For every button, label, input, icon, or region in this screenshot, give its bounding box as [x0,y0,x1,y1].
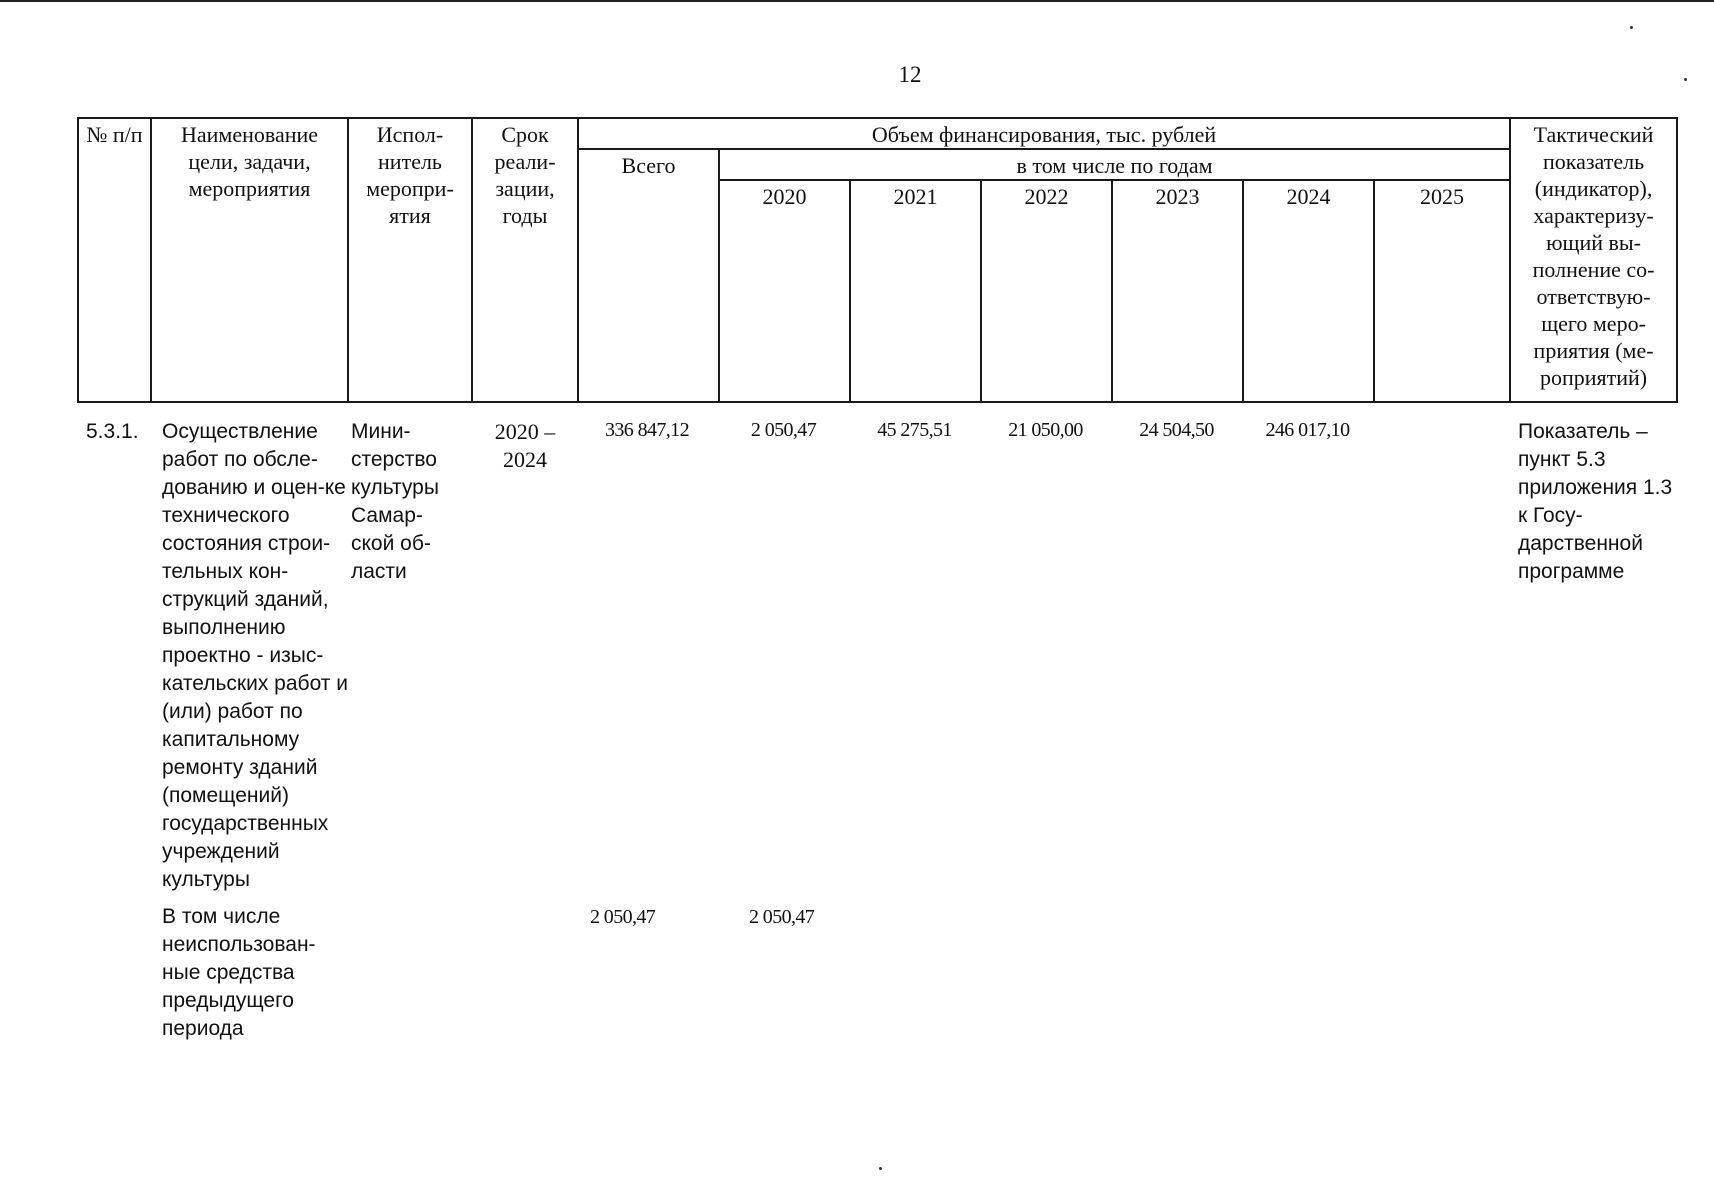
row-executor: Мини-стерство культуры Самар-ской об-ласти [351,420,439,583]
header-year-2020: 2020 [719,180,850,402]
row-term: 2020 – 2024 [494,419,556,472]
page-number: 12 [898,62,922,87]
scan-speck [1630,26,1633,29]
top-border-line [0,0,1714,2]
row-2022: 21 050,00 [1008,419,1083,441]
header-year-2025: 2025 [1374,180,1510,402]
subrow-2020: 2 050,47 [749,906,815,928]
header-year-2022: 2022 [981,180,1112,402]
header-term: Срок реали-зации, годы [472,118,578,402]
header-funding: Объем финансирования, тыс. рублей [578,118,1510,149]
header-name: Наименование цели, задачи, мероприятия [151,118,348,402]
row-2023: 24 504,50 [1139,419,1214,441]
header-year-2023: 2023 [1112,180,1243,402]
header-year-2021: 2021 [850,180,981,402]
row-indicator: Показатель – пункт 5.3 приложения 1.3 к Госу-дарственной программе [1518,420,1673,583]
header-indicator: Тактический показатель (индикатор), характеризу-ющий вы-полнение со-ответствую-щего меро-приятия (ме-роприятий) [1510,118,1677,402]
row-2021: 45 275,51 [877,419,952,441]
row-2024: 246 017,10 [1265,419,1350,441]
subrow-name: В том числе неиспользован-ные средства предыдущего периода [162,905,316,1040]
scan-speck [879,1167,882,1170]
header-by-years: в том числе по годам [719,149,1510,180]
scan-speck [1684,78,1687,81]
row-2020: 2 050,47 [750,419,817,441]
row-total: 336 847,12 [604,419,689,441]
row-number: 5.3.1. [86,420,139,443]
row-name: Осуществление работ по обсле-дованию и оцен-ке технического состояния строи-тельных кон-струкций зданий, выполнению проектно - изыс-кательских работ и (или) работ по капитальному ремонту зданий (помещений) государственных учреждений культуры [162,420,348,891]
header-year-2024: 2024 [1243,180,1374,402]
header-executor: Испол-нитель меропри-ятия [348,118,472,402]
subrow-total: 2 050,47 [590,906,656,928]
table-header [77,117,1678,403]
header-no: № п/п [78,118,151,402]
header-total: Всего [578,149,719,402]
